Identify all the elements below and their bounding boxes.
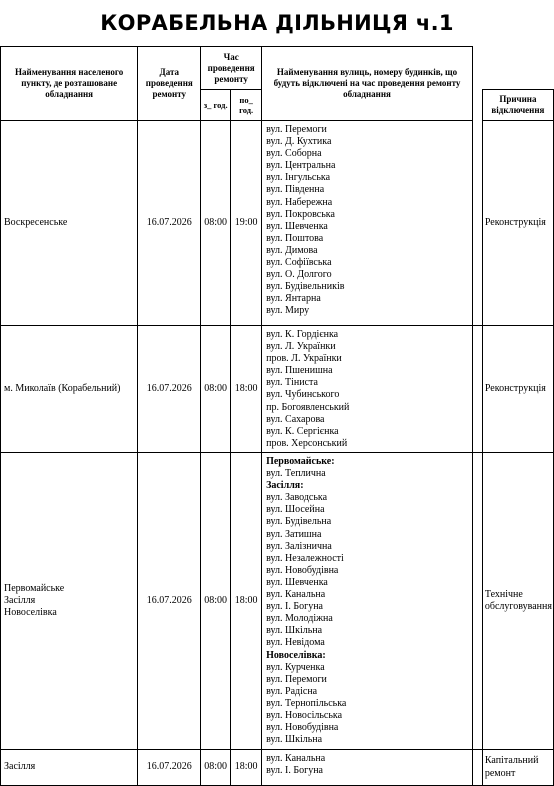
street-item: вул. Шевченка	[266, 576, 328, 588]
street-item: вул. Новосільська	[266, 709, 343, 721]
street-item: вул. Чубинського	[266, 389, 340, 401]
street-item: вул. Пшенишна	[266, 365, 333, 377]
street-item: вул. Миру	[266, 305, 310, 317]
street-item: вул. Канальна	[266, 589, 326, 601]
reason-cell: Технічне обслуговування	[482, 453, 553, 750]
spacer-cell	[472, 750, 482, 786]
spacer-cell	[472, 326, 482, 453]
street-group-label: Засілля:	[266, 480, 304, 492]
street-item: вул. Шосейна	[266, 504, 325, 516]
time-from-cell: 08:00	[201, 750, 231, 786]
table-row	[1, 121, 554, 326]
streets-cell	[262, 750, 473, 786]
street-item: вул. Шевченка	[266, 220, 328, 232]
date-cell: 16.07.2026	[138, 750, 201, 786]
date-cell: 16.07.2026	[138, 326, 201, 453]
street-item: вул. Молодіжна	[266, 613, 333, 625]
page-title: КОРАБЕЛЬНА ДІЛЬНИЦЯ ч.1	[100, 11, 454, 35]
time-to-cell: 18:00	[231, 453, 262, 750]
locality-name: Засілля	[4, 761, 36, 773]
locality-name: м. Миколаїв (Корабельний)	[4, 382, 121, 394]
street-group-label: Первомайське:	[266, 456, 335, 467]
streets-cell	[262, 121, 473, 326]
header-reason: Причина відключення	[482, 90, 553, 121]
header-time: Час проведення ремонту	[201, 47, 262, 90]
street-item: вул. Софіївська	[266, 257, 332, 269]
street-item: вул. Димова	[266, 244, 318, 256]
street-item: вул. Новобудівна	[266, 564, 339, 576]
street-item: вул. Поштова	[266, 232, 324, 244]
time-from-cell: 08:00	[201, 453, 231, 750]
reason-cell: Реконструкція	[482, 326, 553, 453]
locality-cell	[1, 453, 138, 750]
street-item: вул. Шкільна	[266, 734, 323, 746]
street-item: вул. Південна	[266, 184, 325, 196]
table-body	[1, 121, 554, 786]
street-item: вул. Будівельна	[266, 516, 332, 528]
street-item: вул. І. Богуна	[266, 765, 323, 777]
locality-cell	[1, 121, 138, 326]
locality-name: Первомайське	[4, 582, 65, 594]
time-from-cell: 08:00	[201, 121, 231, 326]
street-item: вул. Тіниста	[266, 377, 318, 389]
header-spacer	[472, 90, 482, 121]
street-item: вул. Д. Кухтика	[266, 136, 332, 148]
street-group-label: Новоселівка:	[266, 649, 326, 661]
table-row	[1, 326, 554, 453]
header-time-from: з_ год.	[201, 90, 231, 121]
street-item: вул. Затишна	[266, 528, 322, 540]
header-streets: Найменування вулиць, номеру будинків, що будуть відключені на час проведення ремонту обладнання	[262, 47, 473, 121]
street-item: вул. Залізнична	[266, 540, 332, 552]
street-item: пр. Богоявленський	[266, 401, 350, 413]
streets-cell	[262, 453, 473, 750]
reason-cell: Капітальний ремонт	[482, 750, 553, 786]
street-item: вул. Сахарова	[266, 413, 325, 425]
spacer-cell	[472, 121, 482, 326]
header-locality: Найменування населеного пункту, де розташоване обладнання	[1, 47, 138, 121]
street-item: вул. Інгульська	[266, 172, 331, 184]
street-item: вул. Покровська	[266, 208, 335, 220]
street-item: вул. Незалежності	[266, 552, 344, 564]
time-to-cell: 18:00	[231, 326, 262, 453]
street-item: вул. Л. Українки	[266, 341, 336, 353]
table-row	[1, 750, 554, 786]
street-item: вул. Новобудівна	[266, 722, 339, 734]
street-item: вул. Курченка	[266, 661, 325, 673]
street-item: вул. О. Долгого	[266, 269, 332, 281]
spacer-cell	[472, 453, 482, 750]
street-item: вул. Тернопільська	[266, 697, 347, 709]
street-item: вул. Центральна	[266, 160, 336, 172]
locality-name: Новоселівка	[4, 607, 57, 619]
street-item: пров. Л. Українки	[266, 353, 342, 365]
locality-cell	[1, 750, 138, 786]
header-time-to: по_ год.	[231, 90, 262, 121]
time-to-cell: 18:00	[231, 750, 262, 786]
locality-name: Воскресенське	[4, 216, 68, 228]
date-cell: 16.07.2026	[138, 121, 201, 326]
street-item: вул. Перемоги	[266, 673, 327, 685]
locality-name: Засілля	[4, 594, 36, 606]
street-item: вул. Невідома	[266, 637, 325, 649]
locality-cell	[1, 326, 138, 453]
street-item: вул. Соборна	[266, 148, 322, 160]
street-item: вул. Заводська	[266, 492, 328, 504]
street-item: вул. Шкільна	[266, 625, 323, 637]
street-item: вул. Канальна	[266, 753, 326, 764]
outage-table	[0, 46, 554, 786]
street-item: вул. І. Богуна	[266, 601, 323, 613]
street-item: вул. Теплична	[266, 468, 326, 480]
header-date: Дата проведення ремонту	[138, 47, 201, 121]
header-spacer	[472, 47, 482, 90]
time-to-cell: 19:00	[231, 121, 262, 326]
streets-cell	[262, 326, 473, 453]
street-item: вул. К. Сергієнка	[266, 425, 339, 437]
header-blank	[482, 47, 553, 90]
street-item: вул. Янтарна	[266, 293, 321, 305]
street-item: вул. Перемоги	[266, 124, 327, 135]
reason-cell: Реконструкція	[482, 121, 553, 326]
street-item: пров. Херсонський	[266, 437, 348, 449]
street-item: вул. К. Гордієнка	[266, 329, 339, 340]
date-cell: 16.07.2026	[138, 453, 201, 750]
time-from-cell: 08:00	[201, 326, 231, 453]
street-item: вул. Будівельників	[266, 281, 345, 293]
street-item: вул. Набережна	[266, 196, 333, 208]
street-item: вул. Радісна	[266, 685, 318, 697]
table-row	[1, 453, 554, 750]
